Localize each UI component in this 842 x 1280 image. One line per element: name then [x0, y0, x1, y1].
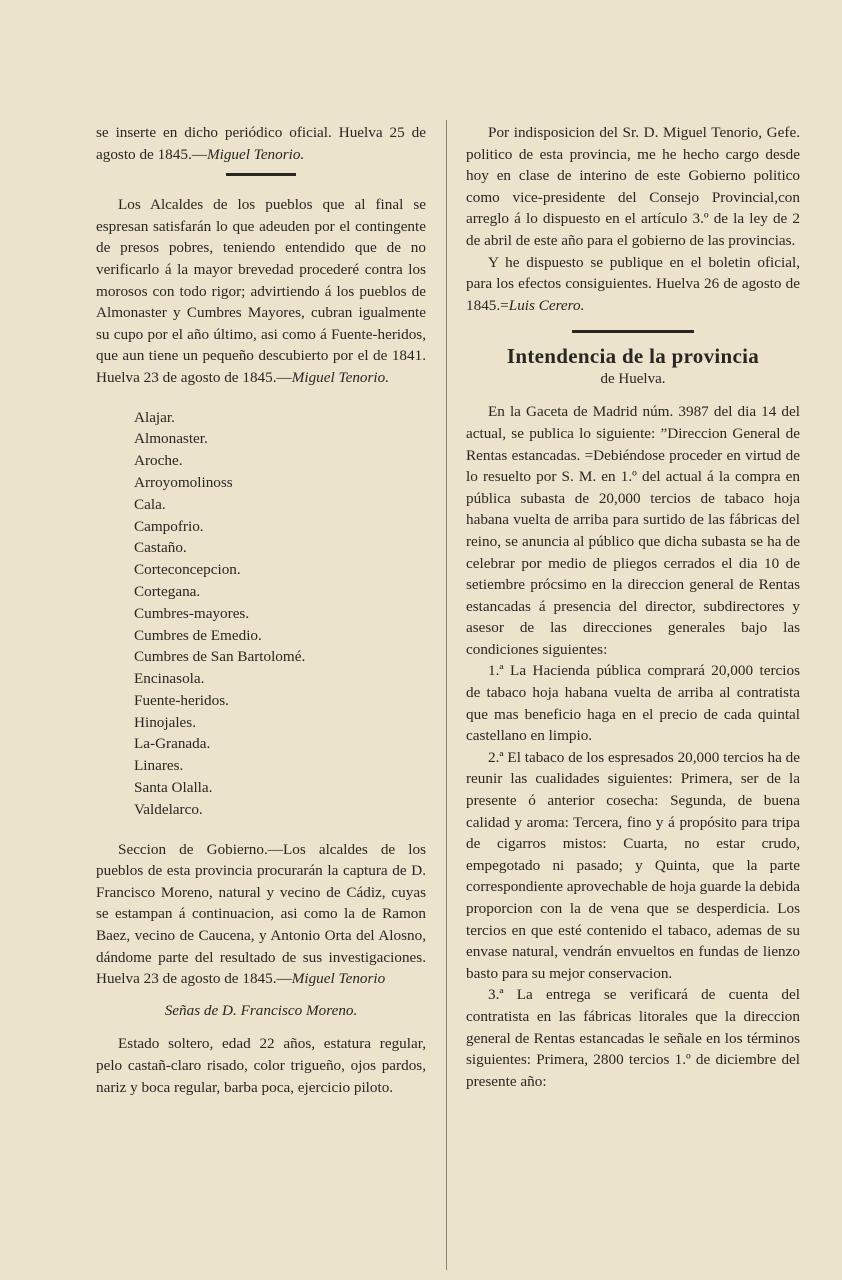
- town-item: Campofrio.: [134, 517, 204, 535]
- captura-notice: [96, 839, 426, 990]
- captura-signature: Miguel Tenorio: [291, 970, 386, 988]
- intro-signature: Miguel Tenorio.: [206, 145, 305, 163]
- town-item: Fuente-heridos.: [134, 691, 229, 709]
- section-rule: [572, 330, 694, 333]
- town-item: Cala.: [134, 495, 166, 513]
- town-item: Cortegana.: [134, 582, 201, 600]
- publique-text: Y he dispuesto se publique en el boletin oficial, para los efectos consiguientes. Huelva 26 de agosto de 1845.=: [466, 253, 800, 314]
- town-item: La-Granada.: [134, 735, 211, 753]
- town-item: Santa Olalla.: [134, 779, 213, 797]
- column-divider: [446, 120, 447, 1270]
- intro-paragraph: [96, 122, 426, 165]
- town-item: Cumbres de San Bartolomé.: [134, 648, 306, 666]
- senas-title: Señas de D. Francisco Moreno.: [164, 1001, 358, 1019]
- right-column: [466, 122, 800, 1092]
- condition-2: 2.ª El tabaco de los espresados 20,000 tercios ha de reunir las cualidades siguientes: Primera, ser de la presente ó anterior cosecha: Segunda, de buena calidad y aroma: Tercera, fino y á propósito para tripa de cigarros mistos: Cuarta, no estar crudo, empegotado ni pasado; y Quinta, que la parte correspondiente aprovechable de hoja guarde la debida proporcion con la de vena que se desperdicia. Los tercios en que esté contenido el tabaco, ademas de su envase natural, vendrán envueltos en fundas de lienzo basto para su mejor conservacion.: [466, 748, 800, 982]
- town-item: Linares.: [134, 757, 184, 775]
- town-item: Corteconcepcion.: [134, 561, 241, 579]
- interino-notice: Por indisposicion del Sr. D. Miguel Tenorio, Gefe. politico de esta provincia, me he hecho cargo desde hoy en clase de interino de este Gobierno politico como vice-presidente del Consejo Provincial,con arreglo á lo dispuesto en el artículo 3.º de la ley de 2 de abril de este año para el gobierno de las provincias.: [466, 124, 800, 249]
- condition-1: 1.ª La Hacienda pública comprará 20,000 tercios de tabaco hoja habana vuelta de arriba al contratista que mas beneficio haga en el precio de cada quintal castellano en limpio.: [466, 662, 800, 745]
- alcaldes-signature: Miguel Tenorio.: [291, 368, 390, 386]
- alcaldes-text: Los Alcaldes de los pueblos que al final se espresan satisfarán lo que adeuden por el contingente de presos pobres, teniendo entendido que de no verificarlo á la mayor brevedad procederé contra los morosos con todo rigor; advirtiendo á los pueblos de Almonaster y Cumbres Mayores, cubran igualmente su cupo por el año último, asi como á Fuente-heridos, que aun tiene un pequeño descubierto por el de 1841. Huelva 23 de agosto de 1845.—: [96, 196, 426, 386]
- town-item: Alajar.: [134, 408, 175, 426]
- intro-text: se inserte en dicho periódico oficial. Huelva 25 de agosto de 1845.—: [96, 124, 426, 163]
- alcaldes-notice: [96, 194, 426, 388]
- town-item: Aroche.: [134, 452, 183, 470]
- senas-description: Estado soltero, edad 22 años, estatura regular, pelo castañ-claro risado, color trigueño, ojos pardos, nariz y boca regular, barba poca, ejercicio piloto.: [96, 1035, 426, 1096]
- towns-list: [134, 407, 426, 821]
- town-item: Valdelarco.: [134, 800, 203, 818]
- publique-notice: [466, 252, 800, 317]
- town-item: Arroyomolinoss: [134, 473, 233, 491]
- gaceta-notice: En la Gaceta de Madrid núm. 3987 del dia 14 del actual, se publica lo siguiente: ”Direccion General de Rentas estancadas. =Debiéndose proceder en virtud de lo resuelto por S. M. en 1.º del actual á la compra en pública subasta de 20,000 tercios de tabaco hoja habana vuelta de arriba para surtido de las fábricas del reino, se anuncia al público que dicha subasta se ha de celebrar por medio de pliegos cerrados el dia 10 de setiembre prócsimo en la direccion general de Rentas estancadas á presencia del director, subdirectores y asesor de las direcciones generales bajo las condiciones siguientes:: [466, 403, 800, 658]
- section-heading: Intendencia de la provincia: [506, 344, 760, 369]
- town-item: Castaño.: [134, 539, 187, 557]
- town-item: Cumbres de Emedio.: [134, 626, 262, 644]
- section-rule: [226, 173, 296, 176]
- town-item: Encinasola.: [134, 670, 205, 688]
- town-item: Cumbres-mayores.: [134, 604, 250, 622]
- town-item: Almonaster.: [134, 430, 208, 448]
- town-item: Hinojales.: [134, 713, 197, 731]
- captura-text: Seccion de Gobierno.—Los alcaldes de los pueblos de esta provincia procurarán la captura de D. Francisco Moreno, natural y vecino de Cádiz, cuyas se estampan á continuacion, asi como la de Ramon Baez, vecino de Caucena, y Antonio Orta del Alosno, dándome parte del resultado de sus investigaciones. Huelva 23 de agosto de 1845.—: [96, 840, 426, 988]
- left-column: [96, 122, 426, 1098]
- condition-3: 3.ª La entrega se verificará de cuenta del contratista en las fábricas litorales que la direccion general de Rentas estancadas le señale en los términos siguientes: Primera, 2800 tercios 1.º de diciembre del presente año:: [466, 986, 800, 1090]
- section-subheading: de Huelva.: [600, 371, 666, 388]
- publique-signature: Luis Cerero.: [508, 296, 585, 314]
